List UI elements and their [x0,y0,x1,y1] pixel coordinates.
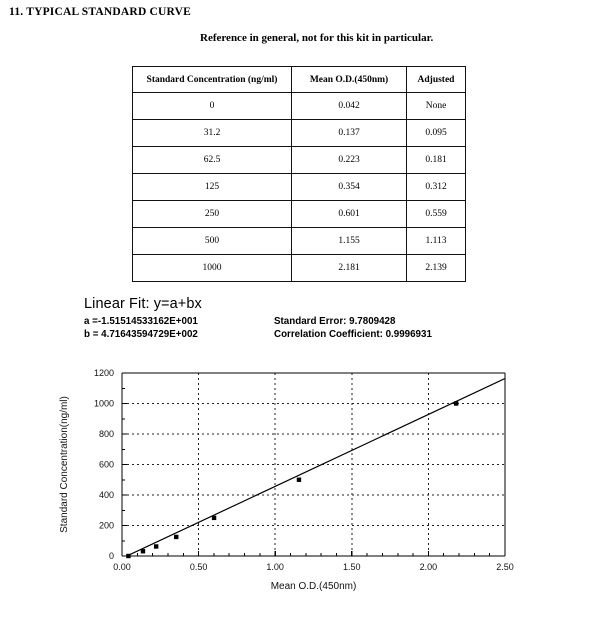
linear-fit-heading: Linear Fit: y=a+bx [84,296,202,312]
cell-adjusted: None [407,93,466,120]
cell-concentration: 500 [133,228,292,255]
svg-text:800: 800 [98,429,114,440]
svg-text:2.50: 2.50 [496,562,514,572]
cell-mean-od: 0.042 [292,93,407,120]
chart-svg [0,360,600,600]
svg-text:0.00: 0.00 [113,562,131,572]
fit-coefficient-a: a =-1.51514533162E+001 [84,316,198,327]
svg-text:200: 200 [98,520,114,531]
svg-text:0.50: 0.50 [189,562,208,572]
fit-coefficient-b: b = 4.71643594729E+002 [84,329,198,340]
chart-x-tick-labels [113,562,514,572]
table-row [133,255,466,282]
svg-text:1.50: 1.50 [343,562,361,572]
chart-x-axis-ticks [122,551,505,556]
cell-mean-od: 0.601 [292,201,407,228]
cell-adjusted: 0.181 [407,147,466,174]
fit-correlation-coefficient: Correlation Coefficient: 0.9996931 [274,329,432,340]
table-row [133,147,466,174]
svg-text:600: 600 [98,459,114,470]
cell-mean-od: 0.354 [292,174,407,201]
standard-curve-table [132,66,466,282]
cell-mean-od: 1.155 [292,228,407,255]
fit-coefficient-b-row [84,328,432,341]
cell-adjusted: 2.139 [407,255,466,282]
table-row [133,93,466,120]
svg-text:400: 400 [98,490,114,501]
chart-x-axis-title: Mean O.D.(450nm) [270,581,357,592]
column-header-adjusted: Adjusted [407,67,466,93]
column-header-concentration: Standard Concentration (ng/ml) [133,67,292,93]
cell-adjusted: 0.559 [407,201,466,228]
chart-y-axis-ticks [122,373,127,556]
linear-fit-block [84,296,432,341]
table-row [133,201,466,228]
table-header-row [133,67,466,93]
svg-text:1200: 1200 [93,368,114,379]
cell-concentration: 125 [133,174,292,201]
fit-coefficient-a-row [84,315,432,328]
cell-concentration: 0 [133,93,292,120]
fit-standard-error: Standard Error: 9.7809428 [274,316,396,327]
column-header-mean-od: Mean O.D.(450nm) [292,67,407,93]
chart-gridlines [122,373,505,556]
svg-text:0: 0 [108,551,114,562]
chart-y-tick-labels [94,368,114,561]
table-row [133,174,466,201]
svg-text:1000: 1000 [93,398,114,409]
cell-concentration: 62.5 [133,147,292,174]
cell-adjusted: 0.312 [407,174,466,201]
cell-mean-od: 2.181 [292,255,407,282]
cell-concentration: 1000 [133,255,292,282]
cell-concentration: 31.2 [133,120,292,147]
page-title: 11. TYPICAL STANDARD CURVE [9,6,192,18]
cell-mean-od: 0.223 [292,147,407,174]
cell-adjusted: 0.095 [407,120,466,147]
standard-curve-chart [0,360,600,600]
cell-concentration: 250 [133,201,292,228]
svg-text:2.00: 2.00 [419,562,438,572]
table-row [133,228,466,255]
chart-fit-line [127,378,505,556]
svg-text:1.00: 1.00 [266,562,284,572]
cell-adjusted: 1.113 [407,228,466,255]
cell-mean-od: 0.137 [292,120,407,147]
subtitle-note: Reference in general, not for this kit in particular. [200,32,434,44]
chart-data-points [126,401,458,558]
chart-y-axis-title: Standard Concentration(ng/ml) [59,396,70,533]
table-row [133,120,466,147]
